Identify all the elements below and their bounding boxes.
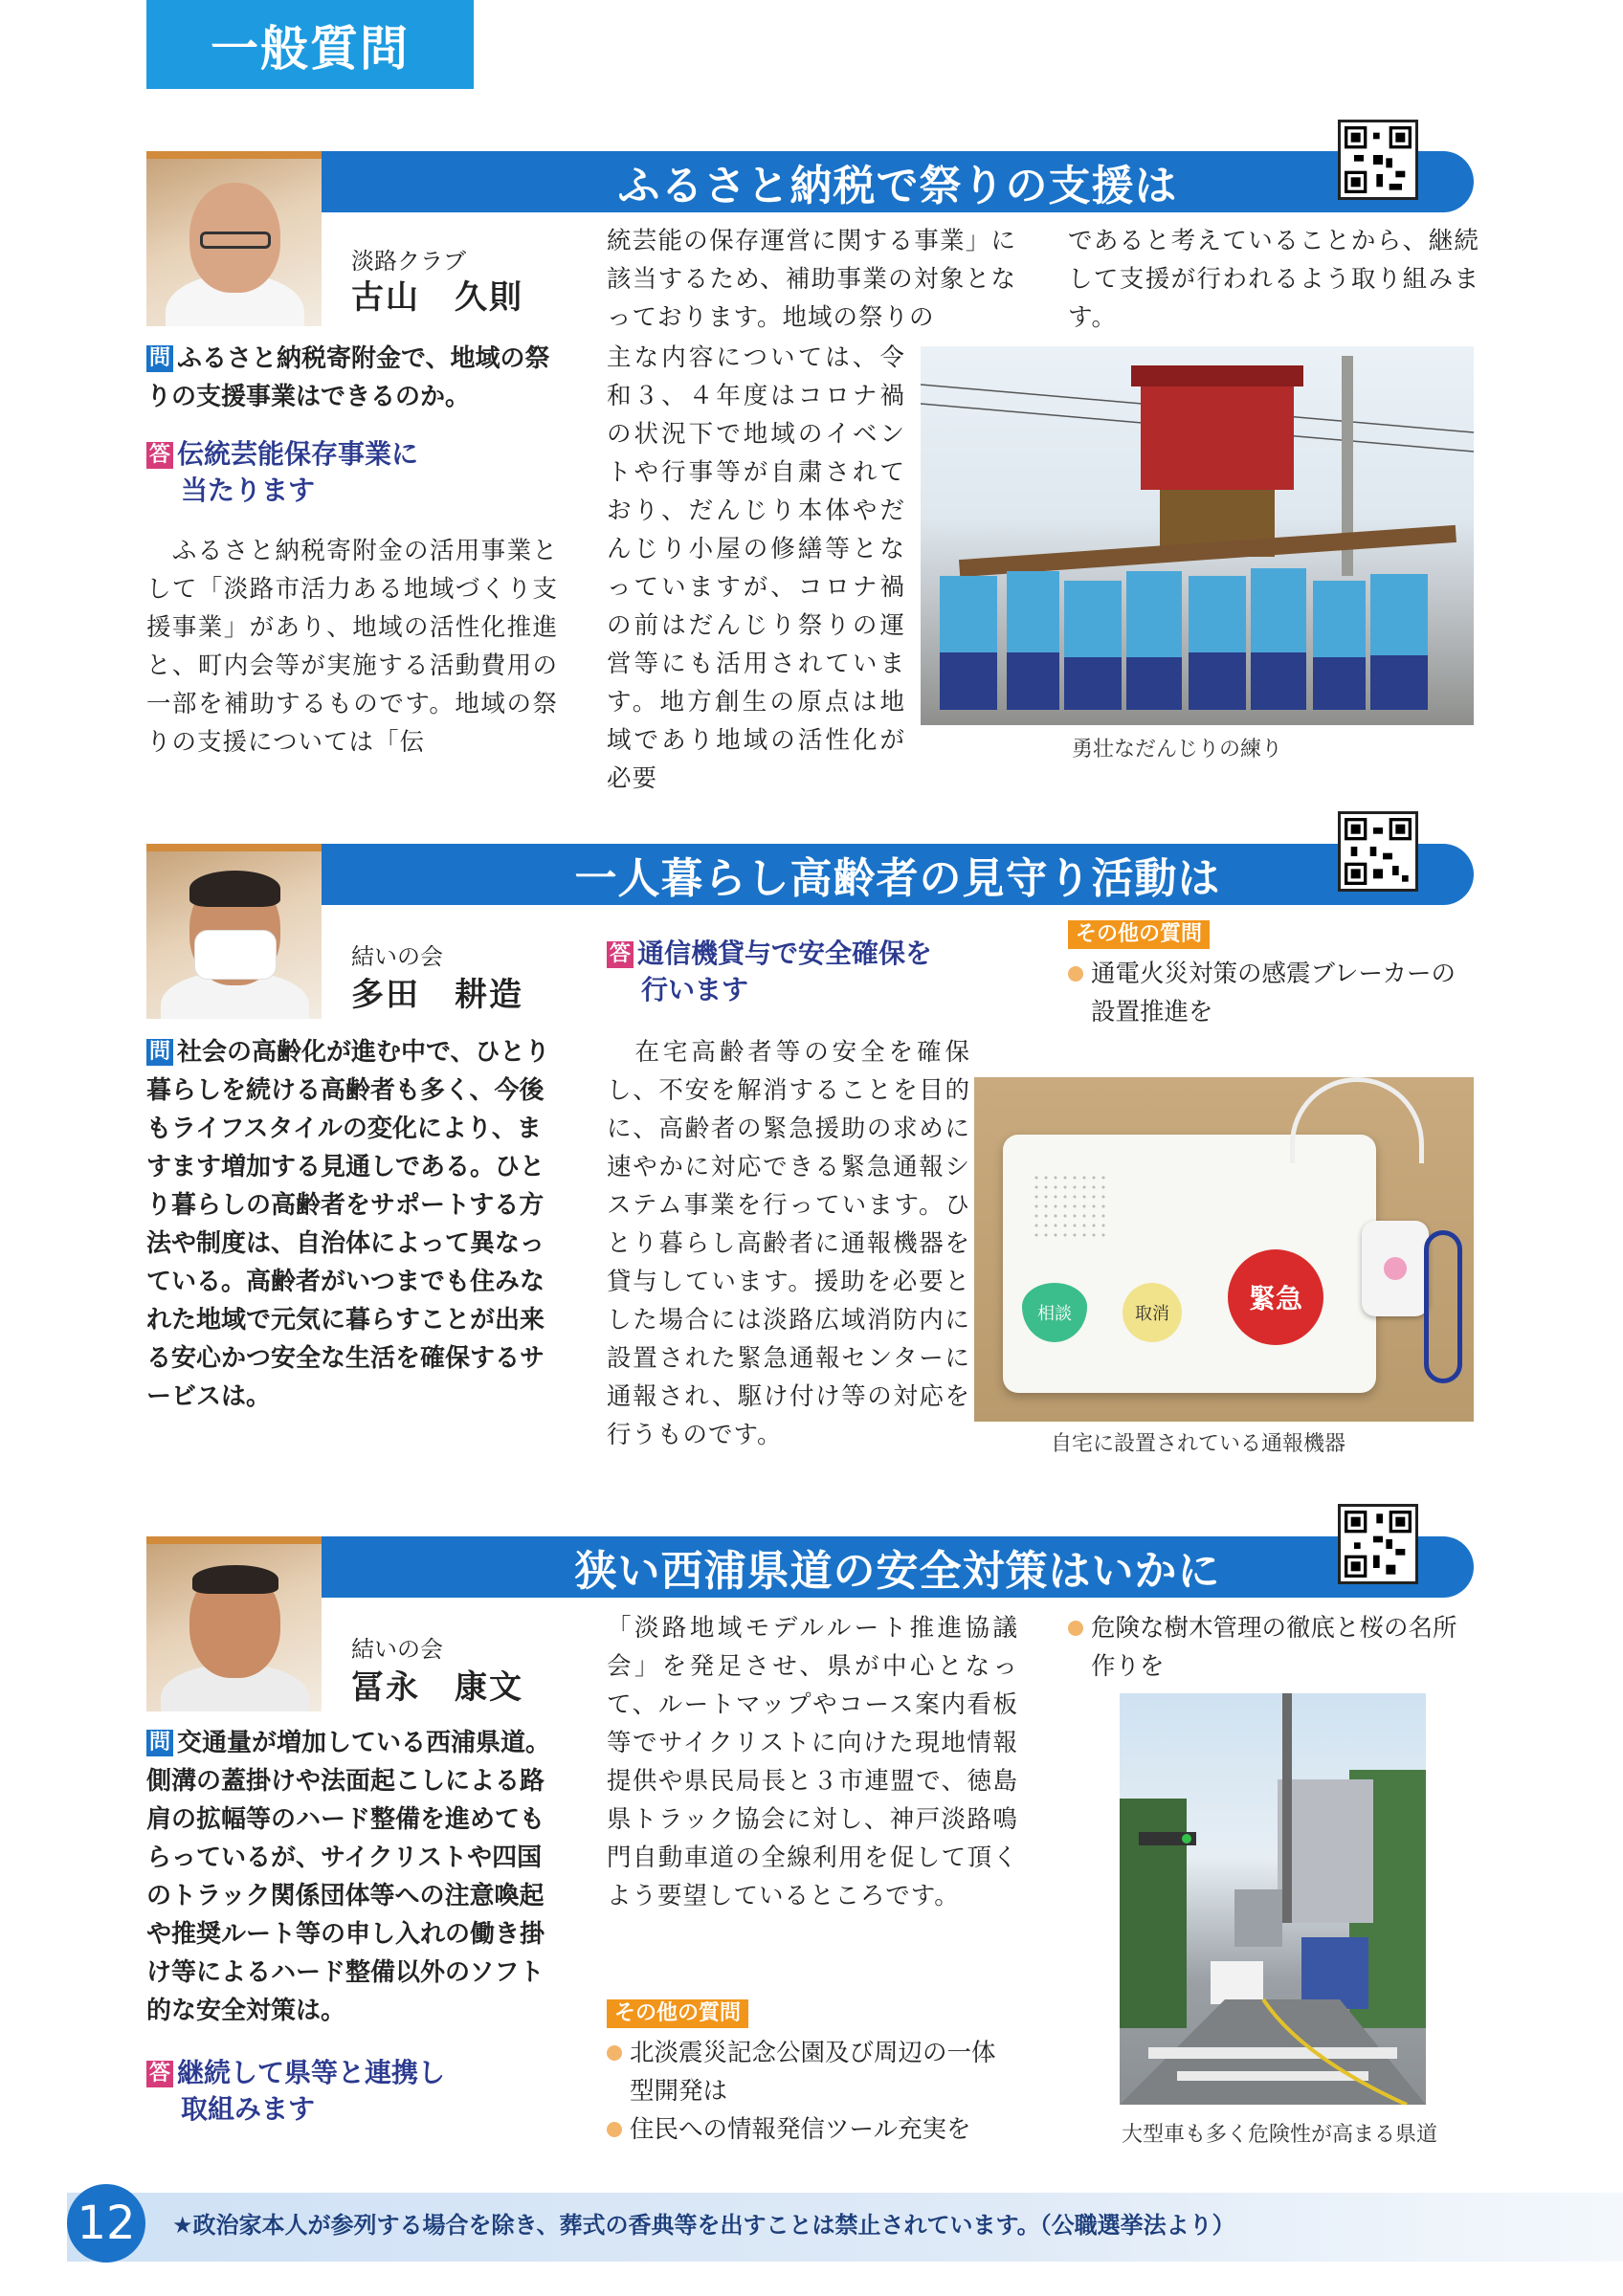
portrait-tominaga: [146, 1536, 322, 1711]
list-item: 通電火災対策の感震ブレーカーの設置推進を: [1068, 955, 1479, 1031]
consult-button-icon: 相談: [1022, 1283, 1087, 1342]
answer-heading: 答 継続して県等と連携し 取組みます: [146, 2055, 567, 2128]
answer-column-2b: 主な内容については、令和３、４年度はコロナ禍の状況下で地域のイベントや行事等が自粛されており、だんじり本体やだんじり小屋の修繕等となっていますが、コロナ禍の前はだんじり祭りの運営等にも活用されています。地方創生の原点は地域であり地域の活性化が必要: [607, 343, 905, 793]
answer-column-2a: 統芸能の保存運営に関する事業」に該当するため、補助事業の対象となっております。地域の祭りの: [607, 227, 1016, 332]
member-name: 多田 耕造: [351, 976, 523, 1014]
page-number: 12: [67, 2184, 145, 2263]
question-text: 問 ふるさと納税寄附金で、地域の祭りの支援事業はできるのか。: [146, 344, 550, 411]
qr-code-icon[interactable]: [1338, 1504, 1418, 1584]
other-questions-list: [1068, 955, 1479, 1031]
answer-column-1: ふるさと納税寄附金の活用事業として「淡路市活力ある地域づくり支援事業」があり、地域の活性化推進と、町内会等が実施する活動費用の一部を補助するものです。地域の祭りの支援については「伝: [146, 537, 558, 757]
answer-mark: 答: [146, 2061, 173, 2087]
answer-column-2: 「淡路地域モデルルート推進協議会」を発足させ、県が中心となって、ルートマップやコース案内看板等でサイクリストに向けた現地情報提供や県民局長と３市連盟で、徳島県トラック協会に対し、神戸淡路鳴門自動車道の全線利用を促して頂くよう要望しているところです。: [607, 1614, 1018, 1910]
list-item: 危険な樹木管理の徹底と桜の名所作りを: [1068, 1609, 1479, 1686]
answer-column-2: 在宅高齢者等の安全を確保し、不安を解消することを目的に、高齢者の緊急援助の求めに速やかに対応できる緊急通報システム事業を行っています。ひとり暮らし高齢者に通報機器を貸与しています。援助を必要とした場合には淡路広域消防内に設置された緊急通報センターに通報され、駆け付け等の対応を行うものです。: [607, 1038, 970, 1449]
answer-mark: 答: [146, 442, 173, 469]
emergency-button-icon: 緊急: [1228, 1249, 1323, 1345]
qr-code-icon[interactable]: [1338, 120, 1418, 200]
section-tab: 一般質問: [146, 0, 474, 89]
emergency-device-photo: [974, 1077, 1474, 1422]
question-text: 問 交通量が増加している西浦県道。側溝の蓋掛けや法面起こしによる路肩の拡幅等のハード整備を進めてもらっているが、サイクリストや四国のトラック関係団体等への注意喚起や推奨ルート等の申し入れの働き掛け等によるハード整備以外のソフト的な安全対策は。: [146, 1729, 551, 2025]
question-mark: 問: [146, 1730, 173, 1756]
list-item: 住民への情報発信ツール充実を: [607, 2110, 1018, 2149]
prefectural-road-photo: [1120, 1693, 1426, 2105]
cancel-button-icon: 取消: [1123, 1283, 1182, 1342]
member-name: 古山 久則: [351, 278, 523, 317]
answer-column-3: であると考えていることから、継続して支援が行われるよう取り組みます。: [1068, 227, 1479, 332]
answer-heading: 答 通信機貸与で安全確保を 行います: [607, 936, 1028, 1008]
photo-caption: 自宅に設置されている通報機器: [1051, 1432, 1346, 1456]
other-questions-label: その他の質問: [1068, 920, 1210, 949]
question-mark: 問: [146, 345, 173, 372]
answer-mark: 答: [607, 941, 634, 968]
portrait-tada: [146, 844, 322, 1019]
danjiri-festival-photo: [921, 346, 1474, 725]
list-item: 北淡震災記念公園及び周辺の一体型開発は: [607, 2034, 1018, 2110]
member-name: 冨永 康文: [351, 1668, 523, 1707]
party-name: 淡路クラブ: [351, 248, 466, 275]
article-3-title: 狭い西浦県道の安全対策はいかに: [322, 1536, 1474, 1598]
other-questions-list: [607, 2034, 1018, 2149]
portrait-furuyama: [146, 151, 322, 326]
question-mark: 問: [146, 1039, 173, 1066]
party-name: 結いの会: [351, 1636, 443, 1663]
qr-code-icon[interactable]: [1338, 811, 1418, 892]
photo-caption: 勇壮なだんじりの練り: [1072, 738, 1283, 762]
party-name: 結いの会: [351, 943, 443, 970]
question-text: 問 社会の高齢化が進む中で、ひとり暮らしを続ける高齢者も多く、今後もライフスタイルの変化により、ますます増加する見通しである。ひとり暮らしの高齢者をサポートする方法や制度は、自治体によって異なっている。高齢者がいつまでも住みなれた地域で元気に暮らすことが出来る安心かつ安全な生活を確保するサービスは。: [146, 1038, 550, 1411]
photo-caption: 大型車も多く危険性が高まる県道: [1122, 2123, 1438, 2147]
other-questions-list-right: [1068, 1609, 1479, 1686]
article-2-title: 一人暮らし高齢者の見守り活動は: [322, 844, 1474, 905]
footer-note: ★政治家本人が参列する場合を除き、葬式の香典等を出すことは禁止されています。（公職選挙法より）: [172, 2212, 1235, 2239]
answer-heading: 答 伝統芸能保存事業に 当たります: [146, 436, 567, 509]
article-1-title: ふるさと納税で祭りの支援は: [322, 151, 1474, 212]
other-questions-label: その他の質問: [607, 1999, 748, 2028]
